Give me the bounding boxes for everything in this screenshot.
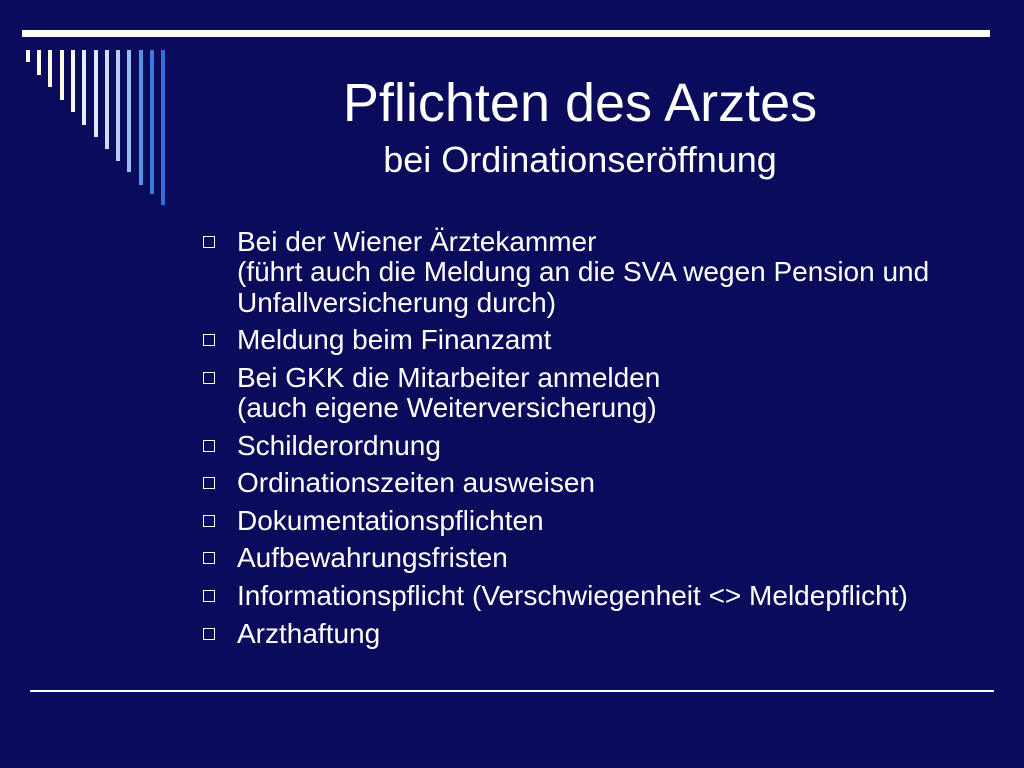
list-item-text: (auch eigene Weiterversicherung) xyxy=(237,392,657,424)
decorative-stripe xyxy=(60,50,64,100)
bottom-rule xyxy=(30,690,994,692)
bullet-list xyxy=(0,227,1000,656)
decorative-stripe xyxy=(127,50,131,172)
list-item-text: Bei der Wiener Ärztekammer xyxy=(237,226,597,257)
decorative-stripe xyxy=(94,50,98,137)
list-item xyxy=(0,325,1000,355)
hollow-square-bullet-icon xyxy=(203,334,215,346)
hollow-square-bullet-icon xyxy=(203,372,215,384)
hollow-square-bullet-icon xyxy=(203,236,215,248)
list-item xyxy=(0,468,1000,498)
list-item xyxy=(0,431,1000,461)
decorative-stripe xyxy=(161,50,165,205)
list-item xyxy=(0,581,1000,611)
hollow-square-bullet-icon xyxy=(203,440,215,452)
hollow-square-bullet-icon xyxy=(203,590,215,602)
slide-title: Pflichten des Arztes xyxy=(342,73,818,133)
list-item xyxy=(0,227,1000,318)
decorative-stripe xyxy=(37,50,41,75)
list-item xyxy=(0,619,1000,649)
decorative-stripe xyxy=(26,50,30,62)
decorative-stripe xyxy=(105,50,109,149)
list-item-text: Bei GKK die Mitarbeiter anmelden xyxy=(237,361,661,393)
decorative-stripe xyxy=(48,50,52,87)
list-item-text: Aufbewahrungsfristen xyxy=(237,542,508,574)
hollow-square-bullet-icon xyxy=(203,477,215,489)
list-item-text: (führt auch die Meldung an die SVA wegen Pension und xyxy=(237,256,930,288)
decorative-stripe xyxy=(150,50,154,194)
list-item xyxy=(0,506,1000,536)
hollow-square-bullet-icon xyxy=(203,515,215,527)
hollow-square-bullet-icon xyxy=(203,628,215,640)
decorative-stripe xyxy=(139,50,143,185)
list-item xyxy=(0,543,1000,573)
list-item-text: Arzthaftung xyxy=(237,617,381,649)
list-item-text: Unfallversicherung durch) xyxy=(237,286,557,318)
decorative-stripe xyxy=(82,50,86,125)
decorative-stripe xyxy=(116,50,120,161)
list-item-text: Dokumentationspflichten xyxy=(237,504,544,536)
hollow-square-bullet-icon xyxy=(203,552,215,564)
slide-subtitle: bei Ordinationseröffnung xyxy=(383,139,777,180)
list-item-text: Ordinationszeiten ausweisen xyxy=(237,467,595,499)
list-item xyxy=(0,363,1000,424)
top-rule xyxy=(22,30,990,37)
list-item-text: Meldung beim Finanzamt xyxy=(237,324,552,356)
list-item-text: Schilderordnung xyxy=(237,429,441,461)
decorative-stripe xyxy=(71,50,75,112)
list-item-text: Informationspflicht (Verschwiegenheit <> Meldepflicht) xyxy=(237,580,908,612)
